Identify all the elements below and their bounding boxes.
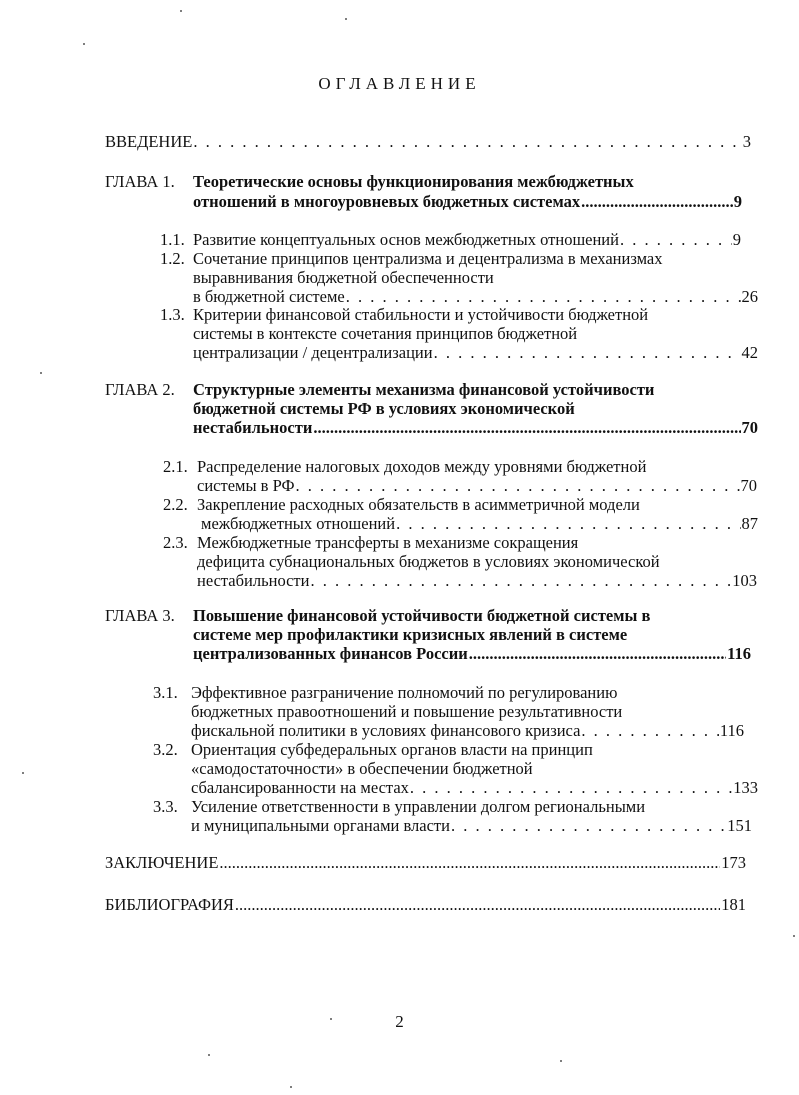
toc-entry-3-1-line1[interactable]: Эффективное разграничение полномочий по регулированию	[191, 683, 618, 702]
toc-entry-3-2-line1[interactable]: Ориентация субфедеральных органов власти на принцип	[191, 740, 593, 759]
section-number: 3.3.	[153, 797, 178, 816]
scan-speck	[345, 18, 347, 20]
toc-entry-2-3-line1[interactable]: Межбюджетные трансферты в механизме сокращения	[197, 533, 579, 552]
toc-entry-1-2-line2: выравнивания бюджетной обеспеченности	[193, 268, 494, 287]
page-title: ОГЛАВЛЕНИЕ	[318, 74, 481, 93]
toc-page: 3	[742, 132, 751, 151]
toc-entry-2-3-line2: дефицита субнациональных бюджетов в условиях экономической	[197, 552, 660, 571]
dot-leader	[296, 476, 740, 496]
chapter1-title-line1[interactable]: Теоретические основы функционирования межбюджетных	[193, 172, 634, 191]
scan-speck	[290, 1086, 292, 1088]
chapter1-title-line2[interactable]: отношений в многоуровневых бюджетных системах ..... 9	[193, 192, 742, 212]
toc-label: ВВЕДЕНИЕ	[105, 132, 193, 151]
toc-page: 133	[733, 778, 758, 797]
scan-speck	[208, 1054, 210, 1056]
toc-page: 9	[733, 192, 742, 211]
toc-entry-1-3-line3[interactable]: централизации / децентрализации . . . 42	[193, 343, 758, 363]
toc-entry-3-1-line3[interactable]: фискальной политики в условиях финансового кризиса . . . 116	[191, 721, 744, 741]
toc-label: БИБЛИОГРАФИЯ	[105, 895, 234, 914]
dot-leader	[235, 895, 720, 915]
chapter2-title-line2: бюджетной системы РФ в условиях экономической	[193, 399, 575, 418]
scan-speck	[560, 1060, 562, 1062]
scan-speck	[330, 1018, 332, 1020]
dot-leader	[620, 230, 732, 250]
toc-entry-2-2-line1[interactable]: Закрепление расходных обязательств в асимметричной модели	[197, 495, 640, 514]
toc-page: 87	[741, 514, 758, 533]
toc-entry-1-3-line2: системы в контексте сочетания принципов бюджетной	[193, 324, 578, 343]
section-number: 1.3.	[160, 305, 185, 324]
chapter3-title-line2: системе мер профилактики кризисных явлений в системе	[193, 625, 628, 644]
toc-entry-bibliography[interactable]	[105, 895, 746, 915]
toc-entry-2-2-line2[interactable]: межбюджетных отношений . . . 87	[201, 514, 758, 534]
toc-page: 173	[721, 853, 746, 872]
toc-entry-conclusion[interactable]	[105, 853, 746, 873]
scan-speck	[22, 772, 24, 774]
dot-leader	[219, 853, 720, 873]
toc-page: 116	[727, 644, 751, 663]
toc-page: 9	[732, 230, 741, 249]
scan-speck	[83, 43, 85, 45]
toc-entry-2-3-line3[interactable]: нестабильности . . . 103	[197, 571, 757, 591]
scan-speck	[793, 935, 795, 937]
toc-page: 26	[741, 287, 758, 306]
dot-leader	[313, 418, 740, 438]
dot-leader	[469, 644, 726, 664]
chapter1-prefix: ГЛАВА 1.	[105, 172, 175, 191]
toc-entry-3-2-line2: «самодостаточности» в обеспечении бюджетной	[191, 759, 533, 778]
toc-entry-3-3-line2[interactable]: и муниципальными органами власти . . . 151	[191, 816, 752, 836]
dot-leader	[396, 514, 740, 534]
dot-leader	[581, 192, 733, 212]
toc-entry-3-1-line2: бюджетных правоотношений и повышение результативности	[191, 702, 623, 721]
toc-entry-1-2-line3[interactable]: в бюджетной системе . . . 26	[193, 287, 758, 307]
chapter2-prefix: ГЛАВА 2.	[105, 380, 175, 399]
dot-leader	[410, 778, 732, 798]
toc-page: 70	[740, 476, 757, 495]
section-number: 1.2.	[160, 249, 185, 268]
toc-page: 181	[721, 895, 746, 914]
toc-page: 103	[732, 571, 757, 590]
page-number: 2	[395, 1012, 404, 1031]
dot-leader	[434, 343, 741, 363]
toc-entry-1-2-line1[interactable]: Сочетание принципов централизма и децентрализма в механизмах	[193, 249, 663, 268]
section-number: 2.2.	[163, 495, 188, 514]
dot-leader	[451, 816, 726, 836]
chapter2-title-line1[interactable]: Структурные элементы механизма финансовой устойчивости	[193, 380, 655, 399]
dot-leader	[581, 721, 718, 741]
scan-speck	[180, 10, 182, 12]
chapter3-prefix: ГЛАВА 3.	[105, 606, 175, 625]
toc-entry-intro[interactable]	[105, 132, 751, 152]
toc-page: 70	[741, 418, 758, 437]
toc-entry-2-1-line2[interactable]: системы в РФ . . . 70	[197, 476, 757, 496]
dot-leader	[310, 571, 731, 591]
toc-page: 116	[719, 721, 744, 740]
toc-entry-3-2-line3[interactable]: сбалансированности на местах . . . 133	[191, 778, 758, 798]
dot-leader	[193, 132, 741, 152]
section-number: 3.1.	[153, 683, 178, 702]
section-number: 3.2.	[153, 740, 178, 759]
section-number: 2.1.	[163, 457, 188, 476]
toc-entry-1-1[interactable]: Развитие концептуальных основ межбюджетных отношений . . . 9	[193, 230, 741, 250]
toc-label: ЗАКЛЮЧЕНИЕ	[105, 853, 219, 872]
chapter2-title-line3[interactable]: нестабильности ..... 70	[193, 418, 758, 438]
toc-page: 151	[727, 816, 752, 835]
toc-entry-1-3-line1[interactable]: Критерии финансовой стабильности и устойчивости бюджетной	[193, 305, 649, 324]
section-number: 1.1.	[160, 230, 185, 249]
dot-leader	[346, 287, 741, 307]
toc-page: 42	[741, 343, 758, 362]
scan-speck	[40, 372, 42, 374]
section-number: 2.3.	[163, 533, 188, 552]
chapter3-title-line3[interactable]: централизованных финансов России ..... 116	[193, 644, 751, 664]
chapter3-title-line1[interactable]: Повышение финансовой устойчивости бюджетной системы в	[193, 606, 651, 625]
toc-entry-2-1-line1[interactable]: Распределение налоговых доходов между уровнями бюджетной	[197, 457, 647, 476]
toc-entry-3-3-line1[interactable]: Усиление ответственности в управлении долгом региональными	[191, 797, 646, 816]
